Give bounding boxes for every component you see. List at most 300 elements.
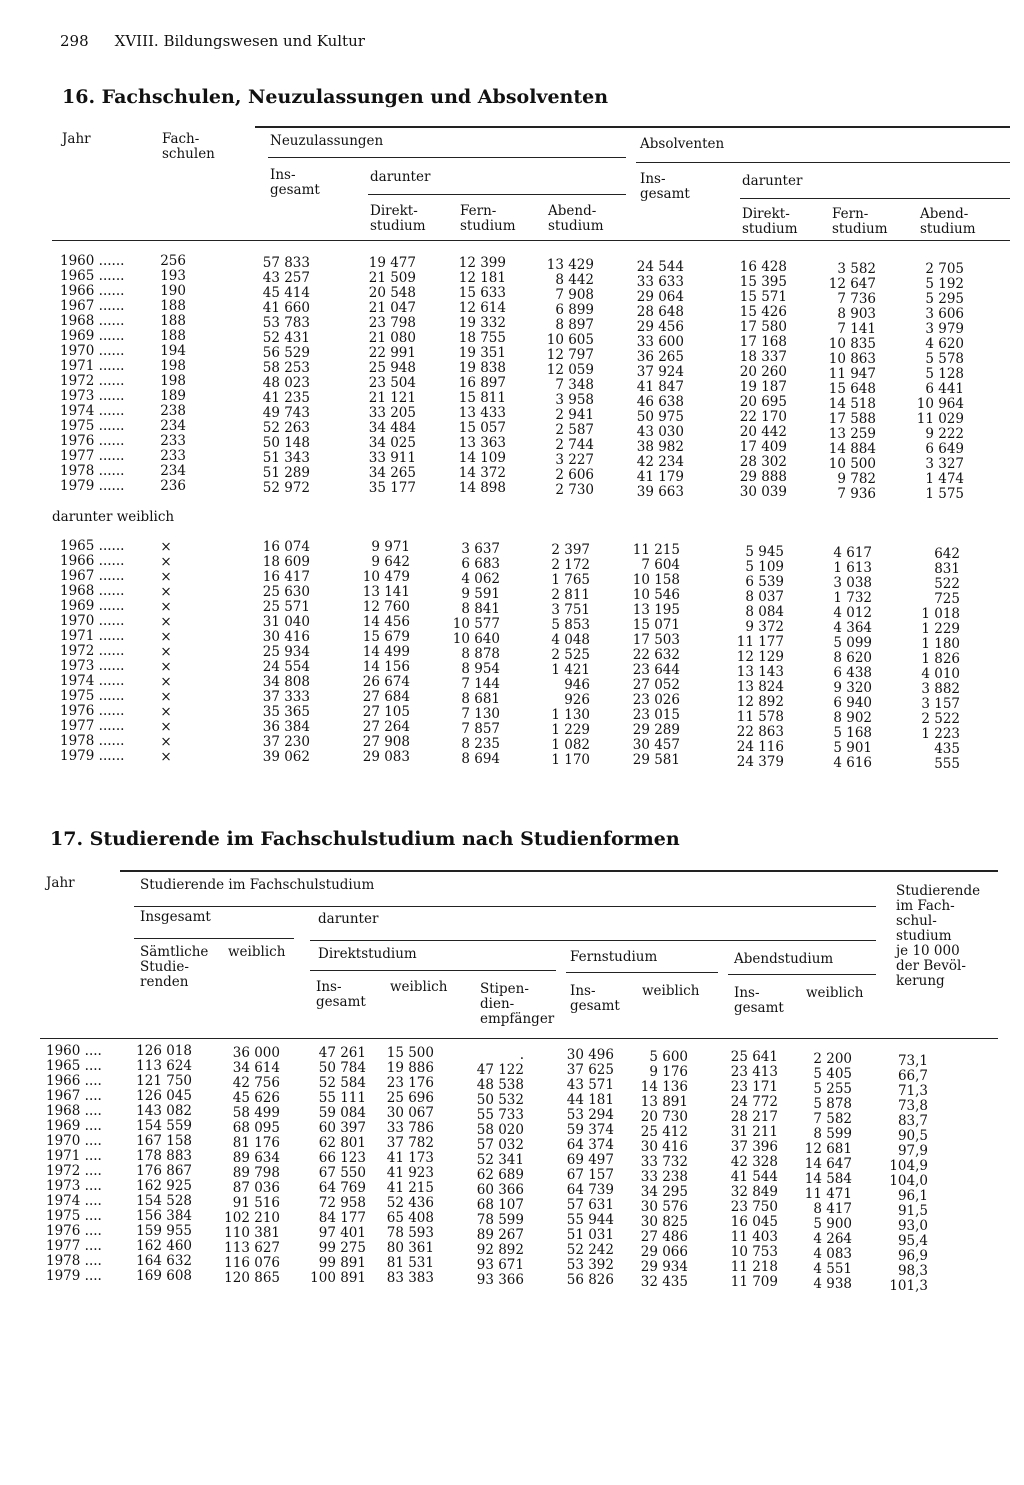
t16w-col-nz-fern-cell: 8 694 bbox=[461, 751, 500, 767]
t17-col-direkt-ins-cell: 59 084 bbox=[318, 1105, 366, 1121]
t17-col-abend-ins-cell: 32 849 bbox=[730, 1184, 778, 1200]
t17-col-weiblich-cell: 81 176 bbox=[232, 1135, 280, 1151]
t16w-col-nz-insgesamt-cell: 37 333 bbox=[262, 689, 310, 705]
t17-col-direkt-ins-cell: 97 401 bbox=[318, 1225, 366, 1241]
t16-col-ab-insgesamt-cell: 24 544 bbox=[636, 259, 684, 275]
t16-h-nz-fern: Fern- studium bbox=[460, 203, 516, 234]
t17-h-direktstudium: Direktstudium bbox=[318, 946, 417, 962]
t16-col-nz-insgesamt-cell: 58 253 bbox=[262, 360, 310, 376]
t17-col-abend-weibl-cell: 5 900 bbox=[813, 1216, 852, 1232]
t16-col-ab-fern-cell: 14 884 bbox=[828, 441, 876, 457]
t16-rule-nz-dar bbox=[368, 194, 626, 195]
t16w-col-nz-fern-cell: 8 841 bbox=[461, 601, 500, 617]
t17-col-abend-weibl-cell: 4 551 bbox=[813, 1261, 852, 1277]
t17-col-direkt-weibl-cell: 23 176 bbox=[386, 1075, 434, 1091]
t16-col-ab-abend-cell: 6 441 bbox=[925, 381, 964, 397]
t17-rule-direkt bbox=[310, 970, 556, 971]
t16w-col-year-cell: 1972 ...... bbox=[60, 643, 125, 659]
t16-col-nz-direkt-cell: 34 025 bbox=[368, 435, 416, 451]
t16w-col-fachschulen-cell: × bbox=[160, 584, 172, 600]
t16w-col-fachschulen-cell: × bbox=[160, 569, 172, 585]
t16-col-year-cell: 1970 ...... bbox=[60, 343, 125, 359]
t16w-col-nz-abend-cell: 1 082 bbox=[551, 737, 590, 753]
t16-h-ab-abend: Abend- studium bbox=[920, 206, 976, 237]
t16w-col-ab-insgesamt-cell: 11 215 bbox=[632, 542, 680, 558]
t16-col-ab-fern-cell: 9 782 bbox=[837, 471, 876, 487]
t17-h-abend-weibl: weiblich bbox=[806, 985, 864, 1001]
t17-col-direkt-weibl-cell: 37 782 bbox=[386, 1135, 434, 1151]
t17-col-direkt-weibl-cell: 81 531 bbox=[386, 1255, 434, 1271]
t16w-col-fachschulen-cell: × bbox=[160, 539, 172, 555]
t16w-col-ab-fern-cell: 4 364 bbox=[833, 620, 872, 636]
t16w-col-nz-direkt-cell: 27 105 bbox=[362, 704, 410, 720]
t16-col-nz-insgesamt-cell: 45 414 bbox=[262, 285, 310, 301]
t17-col-abend-weibl-cell: 5 255 bbox=[813, 1081, 852, 1097]
t16-col-year-cell: 1979 ...... bbox=[60, 478, 125, 494]
t16-col-fachschulen-cell: 188 bbox=[160, 313, 186, 329]
t17-col-abend-weibl-cell: 8 417 bbox=[813, 1201, 852, 1217]
t17-h-fern-weibl: weiblich bbox=[642, 983, 700, 999]
t16-col-ab-direkt-cell: 28 302 bbox=[739, 454, 787, 470]
t16-col-ab-insgesamt-cell: 39 663 bbox=[636, 484, 684, 500]
t17-col-saemtliche-cell: 126 018 bbox=[136, 1043, 192, 1059]
t16w-col-year-cell: 1976 ...... bbox=[60, 703, 125, 719]
t16-col-nz-insgesamt-cell: 56 529 bbox=[262, 345, 310, 361]
t17-col-direkt-weibl-cell: 41 173 bbox=[386, 1150, 434, 1166]
t17-col-saemtliche-cell: 159 955 bbox=[136, 1223, 192, 1239]
t16w-col-year-cell: 1966 ...... bbox=[60, 553, 125, 569]
t17-col-stipendien-cell: 57 032 bbox=[476, 1137, 524, 1153]
t16-col-ab-insgesamt-cell: 41 847 bbox=[636, 379, 684, 395]
t16-col-nz-abend-cell: 2 730 bbox=[555, 482, 594, 498]
t16-col-fachschulen-cell: 188 bbox=[160, 328, 186, 344]
t17-col-direkt-ins-cell: 100 891 bbox=[310, 1270, 366, 1286]
t17-col-fern-weibl-cell: 32 435 bbox=[640, 1274, 688, 1290]
t17-col-fern-ins-cell: 67 157 bbox=[566, 1167, 614, 1183]
t17-h-je10000: Studierende im Fach- schul- studium je 10 000 der Bevöl- kerung bbox=[896, 883, 981, 989]
t16w-col-nz-abend bbox=[530, 543, 590, 768]
t16-col-ab-direkt-cell: 20 442 bbox=[739, 424, 787, 440]
t16-col-nz-direkt-cell: 33 911 bbox=[368, 450, 416, 466]
t16w-col-ab-direkt-cell: 6 539 bbox=[745, 574, 784, 590]
t16w-col-nz-abend-cell: 1 421 bbox=[551, 662, 590, 678]
t16w-col-nz-insgesamt-cell: 31 040 bbox=[262, 614, 310, 630]
t17-col-abend-ins-cell: 31 211 bbox=[730, 1124, 778, 1140]
t16w-col-nz-abend-cell: 2 525 bbox=[551, 647, 590, 663]
t17-col-fern-weibl-cell: 33 238 bbox=[640, 1169, 688, 1185]
t16w-col-ab-fern-cell: 4 617 bbox=[833, 545, 872, 561]
t16w-col-fachschulen-cell: × bbox=[160, 749, 172, 765]
t16-col-year-cell: 1967 ...... bbox=[60, 298, 125, 314]
t16w-col-year-cell: 1975 ...... bbox=[60, 688, 125, 704]
t16-col-fachschulen bbox=[150, 254, 186, 494]
t16w-col-nz-abend-cell: 1 765 bbox=[551, 572, 590, 588]
t17-col-fern-ins-cell: 53 392 bbox=[566, 1257, 614, 1273]
t17-col-direkt-ins-cell: 62 801 bbox=[318, 1135, 366, 1151]
t17-col-saemtliche-cell: 154 559 bbox=[136, 1118, 192, 1134]
t16-col-nz-fern-cell: 14 898 bbox=[458, 480, 506, 496]
t16w-col-year-cell: 1978 ...... bbox=[60, 733, 125, 749]
t17-col-fern-weibl-cell: 33 732 bbox=[640, 1154, 688, 1170]
t16-col-nz-insgesamt-cell: 43 257 bbox=[262, 270, 310, 286]
t16w-col-ab-direkt-cell: 22 863 bbox=[736, 724, 784, 740]
t17-col-abend-weibl-cell: 7 582 bbox=[813, 1111, 852, 1127]
t16-col-nz-insgesamt-cell: 50 148 bbox=[262, 435, 310, 451]
t16w-col-nz-insgesamt-cell: 16 074 bbox=[262, 539, 310, 555]
t16w-col-ab-fern-cell: 4 012 bbox=[833, 605, 872, 621]
t17-col-year-cell: 1977 .... bbox=[46, 1238, 102, 1254]
t17-col-fern-ins-cell: 37 625 bbox=[566, 1062, 614, 1078]
t17-col-abend-weibl-cell: 14 584 bbox=[804, 1171, 852, 1187]
t16-col-fachschulen-cell: 238 bbox=[160, 403, 186, 419]
t17-h-fernstudium: Fernstudium bbox=[570, 949, 658, 965]
t16-h-ab-darunter: darunter bbox=[742, 173, 803, 189]
t17-col-stipendien-cell: 55 733 bbox=[476, 1107, 524, 1123]
t16-col-ab-direkt-cell: 18 337 bbox=[739, 349, 787, 365]
t16-col-nz-insgesamt-cell: 51 343 bbox=[262, 450, 310, 466]
t16w-col-ab-fern-cell: 3 038 bbox=[833, 575, 872, 591]
t16w-col-year-cell: 1968 ...... bbox=[60, 583, 125, 599]
t17-col-direkt-weibl-cell: 83 383 bbox=[386, 1270, 434, 1286]
t17-col-je10000-cell: 95,4 bbox=[897, 1233, 928, 1249]
t16-col-ab-insgesamt-cell: 50 975 bbox=[636, 409, 684, 425]
t16w-col-nz-direkt-cell: 9 971 bbox=[371, 539, 410, 555]
t16-col-nz-insgesamt-cell: 41 235 bbox=[262, 390, 310, 406]
t16w-col-ab-insgesamt-cell: 29 581 bbox=[632, 752, 680, 768]
t17-col-abend-weibl bbox=[790, 1052, 852, 1292]
t16w-col-fachschulen-cell: × bbox=[160, 629, 172, 645]
t17-col-saemtliche bbox=[130, 1044, 192, 1284]
t17-col-stipendien-cell: 52 341 bbox=[476, 1152, 524, 1168]
t16w-col-fachschulen-cell: × bbox=[160, 614, 172, 630]
t17-col-saemtliche-cell: 143 082 bbox=[136, 1103, 192, 1119]
t17-h-fern-ins: Ins- gesamt bbox=[570, 983, 620, 1014]
t16-col-ab-insgesamt-cell: 33 633 bbox=[636, 274, 684, 290]
t16-col-ab-direkt-cell: 20 695 bbox=[739, 394, 787, 410]
t16w-col-ab-direkt-cell: 12 892 bbox=[736, 694, 784, 710]
t17-col-stipendien-cell: 93 366 bbox=[476, 1272, 524, 1288]
t16w-col-ab-fern-cell: 8 902 bbox=[833, 710, 872, 726]
t16w-col-ab-insgesamt-cell: 27 052 bbox=[632, 677, 680, 693]
t16w-col-year-cell: 1967 ...... bbox=[60, 568, 125, 584]
t16-col-ab-fern-cell: 10 500 bbox=[828, 456, 876, 472]
t16-col-nz-direkt-cell: 25 948 bbox=[368, 360, 416, 376]
t16-col-nz-direkt-cell: 34 265 bbox=[368, 465, 416, 481]
t16-col-nz-abend-cell: 13 429 bbox=[546, 257, 594, 273]
t17-h-direkt-weibl: weiblich bbox=[390, 979, 448, 995]
t16w-col-nz-insgesamt-cell: 39 062 bbox=[262, 749, 310, 765]
t16w-col-nz-fern-cell: 7 857 bbox=[461, 721, 500, 737]
t17-col-stipendien-cell: 50 532 bbox=[476, 1092, 524, 1108]
t17-col-direkt-weibl-cell: 30 067 bbox=[386, 1105, 434, 1121]
t16w-col-nz-abend-cell: 4 048 bbox=[551, 632, 590, 648]
t17-col-fern-ins-cell: 30 496 bbox=[566, 1047, 614, 1063]
t17-col-saemtliche-cell: 178 883 bbox=[136, 1148, 192, 1164]
t17-col-direkt-ins-cell: 72 958 bbox=[318, 1195, 366, 1211]
t16w-col-ab-abend-cell: 2 522 bbox=[921, 711, 960, 727]
t16-col-nz-insgesamt bbox=[250, 256, 310, 496]
t17-col-stipendien-cell: 89 267 bbox=[476, 1227, 524, 1243]
t16-col-year bbox=[60, 254, 155, 494]
t16-weiblich-label: darunter weiblich bbox=[52, 509, 175, 525]
t17-col-direkt-ins-cell: 67 550 bbox=[318, 1165, 366, 1181]
t16-col-ab-insgesamt-cell: 36 265 bbox=[636, 349, 684, 365]
t16-col-fachschulen-cell: 198 bbox=[160, 358, 186, 374]
t16w-col-ab-abend-cell: 1 018 bbox=[921, 606, 960, 622]
t16-col-ab-direkt-cell: 19 187 bbox=[739, 379, 787, 395]
t16-col-nz-insgesamt-cell: 49 743 bbox=[262, 405, 310, 421]
t17-col-weiblich-cell: 58 499 bbox=[232, 1105, 280, 1121]
t16w-col-ab-fern-cell: 6 940 bbox=[833, 695, 872, 711]
t16-col-ab-insgesamt bbox=[624, 260, 684, 500]
t16-col-ab-fern-cell: 15 648 bbox=[828, 381, 876, 397]
t16-col-ab-direkt-cell: 17 168 bbox=[739, 334, 787, 350]
t17-col-direkt-weibl-cell: 41 215 bbox=[386, 1180, 434, 1196]
t16w-col-year-cell: 1974 ...... bbox=[60, 673, 125, 689]
t17-col-je10000-cell: 93,0 bbox=[897, 1218, 928, 1234]
t16w-col-nz-fern-cell: 8 235 bbox=[461, 736, 500, 752]
page-header bbox=[60, 32, 391, 50]
t16-col-nz-insgesamt-cell: 57 833 bbox=[262, 255, 310, 271]
table17-title: 17. Studierende im Fachschulstudium nach Studienformen bbox=[50, 828, 680, 850]
t16w-col-fachschulen-cell: × bbox=[160, 689, 172, 705]
t17-col-year-cell: 1960 .... bbox=[46, 1043, 102, 1059]
t17-col-year-cell: 1967 .... bbox=[46, 1088, 102, 1104]
t17-col-direkt-weibl-cell: 52 436 bbox=[386, 1195, 434, 1211]
t17-col-fern-weibl-cell: 5 600 bbox=[649, 1049, 688, 1065]
t16w-col-nz-insgesamt-cell: 25 630 bbox=[262, 584, 310, 600]
t17-col-weiblich-cell: 34 614 bbox=[232, 1060, 280, 1076]
t16-col-fachschulen-cell: 193 bbox=[160, 268, 186, 284]
t17-col-fern-weibl bbox=[626, 1050, 688, 1290]
t16w-col-nz-direkt-cell: 14 156 bbox=[362, 659, 410, 675]
t16-col-ab-abend-cell: 3 606 bbox=[925, 306, 964, 322]
t17-h-studierende: Studierende im Fachschulstudium bbox=[140, 877, 375, 893]
t16-col-fachschulen-cell: 234 bbox=[160, 463, 186, 479]
t16w-col-ab-insgesamt-cell: 30 457 bbox=[632, 737, 680, 753]
t16w-col-ab-insgesamt-cell: 23 644 bbox=[632, 662, 680, 678]
t17-col-saemtliche-cell: 162 925 bbox=[136, 1178, 192, 1194]
t17-col-je10000-cell: 98,3 bbox=[897, 1263, 928, 1279]
t17-col-weiblich-cell: 102 210 bbox=[224, 1210, 280, 1226]
t16-col-ab-fern-cell: 8 903 bbox=[837, 306, 876, 322]
t16w-col-nz-fern-cell: 10 577 bbox=[452, 616, 500, 632]
t16w-col-nz-direkt-cell: 27 264 bbox=[362, 719, 410, 735]
t17-col-abend-ins-cell: 25 641 bbox=[730, 1049, 778, 1065]
t17-col-abend-ins-cell: 24 772 bbox=[730, 1094, 778, 1110]
t17-col-year-cell: 1978 .... bbox=[46, 1253, 102, 1269]
t16-col-ab-fern-cell: 7 141 bbox=[837, 321, 876, 337]
t16-col-nz-insgesamt-cell: 48 023 bbox=[262, 375, 310, 391]
t16w-col-nz-fern bbox=[440, 542, 500, 767]
t16w-col-ab-direkt-cell: 11 578 bbox=[736, 709, 784, 725]
t17-col-year-cell: 1970 .... bbox=[46, 1133, 102, 1149]
t16-col-fachschulen-cell: 233 bbox=[160, 448, 186, 464]
t16-col-year-cell: 1973 ...... bbox=[60, 388, 125, 404]
t17-col-direkt-ins-cell: 50 784 bbox=[318, 1060, 366, 1076]
t16w-col-nz-fern-cell: 8 878 bbox=[461, 646, 500, 662]
t16-col-nz-abend-cell: 3 958 bbox=[555, 392, 594, 408]
t17-col-abend-ins bbox=[716, 1050, 778, 1290]
t16w-col-ab-abend-cell: 1 180 bbox=[921, 636, 960, 652]
t17-col-direkt-weibl-cell: 33 786 bbox=[386, 1120, 434, 1136]
t17-col-weiblich-cell: 42 756 bbox=[232, 1075, 280, 1091]
t17-col-fern-ins-cell: 51 031 bbox=[566, 1227, 614, 1243]
t16-col-year-cell: 1965 ...... bbox=[60, 268, 125, 284]
t16-col-nz-abend-cell: 8 897 bbox=[555, 317, 594, 333]
t16w-col-year-cell: 1979 ...... bbox=[60, 748, 125, 764]
t16-col-ab-fern-cell: 17 588 bbox=[828, 411, 876, 427]
t16w-col-nz-abend-cell: 1 170 bbox=[551, 752, 590, 768]
t17-col-weiblich-cell: 116 076 bbox=[224, 1255, 280, 1271]
t16w-col-ab-fern-cell: 6 438 bbox=[833, 665, 872, 681]
t17-col-abend-weibl-cell: 14 647 bbox=[804, 1156, 852, 1172]
t16w-col-nz-insgesamt-cell: 34 808 bbox=[262, 674, 310, 690]
t16w-col-ab-direkt-cell: 5 109 bbox=[745, 559, 784, 575]
t16w-col-ab-insgesamt-cell: 7 604 bbox=[641, 557, 680, 573]
t16-col-ab-abend-cell: 1 474 bbox=[925, 471, 964, 487]
t16w-col-nz-insgesamt bbox=[250, 540, 310, 765]
t16w-col-nz-fern-cell: 7 130 bbox=[461, 706, 500, 722]
t17-h-saemtliche: Sämtliche Studie- renden bbox=[140, 944, 209, 990]
t16w-col-fachschulen-cell: × bbox=[160, 674, 172, 690]
t16-col-nz-direkt-cell: 33 205 bbox=[368, 405, 416, 421]
t16-col-ab-abend-cell: 10 964 bbox=[916, 396, 964, 412]
t16-col-nz-abend-cell: 10 605 bbox=[546, 332, 594, 348]
t16-col-ab-insgesamt-cell: 28 648 bbox=[636, 304, 684, 320]
t16-h-nz-darunter: darunter bbox=[370, 169, 431, 185]
t16-col-ab-fern-cell: 14 518 bbox=[828, 396, 876, 412]
t16w-col-nz-insgesamt-cell: 24 554 bbox=[262, 659, 310, 675]
t17-col-fern-ins-cell: 43 571 bbox=[566, 1077, 614, 1093]
t16w-col-ab-abend-cell: 435 bbox=[934, 741, 960, 757]
t16w-col-year-cell: 1971 ...... bbox=[60, 628, 125, 644]
t16w-col-fachschulen-cell: × bbox=[160, 644, 172, 660]
t17-col-abend-ins-cell: 11 218 bbox=[730, 1259, 778, 1275]
t16w-col-nz-insgesamt-cell: 35 365 bbox=[262, 704, 310, 720]
t16-col-nz-direkt-cell: 23 798 bbox=[368, 315, 416, 331]
t16w-col-ab-insgesamt-cell: 17 503 bbox=[632, 632, 680, 648]
t16-col-nz-direkt-cell: 19 477 bbox=[368, 255, 416, 271]
t17-col-fern-weibl-cell: 13 891 bbox=[640, 1094, 688, 1110]
t17-header-bottom-rule bbox=[40, 1038, 998, 1039]
t17-h-weiblich: weiblich bbox=[228, 944, 286, 960]
t16w-col-ab-direkt-cell: 24 116 bbox=[736, 739, 784, 755]
t17-col-direkt-ins-cell: 55 111 bbox=[318, 1090, 366, 1106]
t16-col-ab-direkt-cell: 22 170 bbox=[739, 409, 787, 425]
t16w-col-nz-direkt-cell: 13 141 bbox=[362, 584, 410, 600]
t16w-col-nz-abend-cell: 2 811 bbox=[551, 587, 590, 603]
t16w-col-ab-direkt-cell: 13 824 bbox=[736, 679, 784, 695]
t17-col-abend-weibl-cell: 4 938 bbox=[813, 1276, 852, 1292]
t17-col-direkt-ins-cell: 52 584 bbox=[318, 1075, 366, 1091]
t16w-col-fachschulen-cell: × bbox=[160, 734, 172, 750]
t16w-col-ab-abend-cell: 3 882 bbox=[921, 681, 960, 697]
t16-col-nz-fern-cell: 19 332 bbox=[458, 315, 506, 331]
t16-col-ab-abend-cell: 11 029 bbox=[916, 411, 964, 427]
t16-h-ab-direkt: Direkt- studium bbox=[742, 206, 798, 237]
t17-col-fern-ins-cell: 55 944 bbox=[566, 1212, 614, 1228]
t16-col-ab-abend-cell: 4 620 bbox=[925, 336, 964, 352]
t16-col-year-cell: 1978 ...... bbox=[60, 463, 125, 479]
t17-col-fern-ins-cell: 44 181 bbox=[566, 1092, 614, 1108]
t16-col-ab-fern-cell: 7 936 bbox=[837, 486, 876, 502]
t16-col-nz-direkt-cell: 23 504 bbox=[368, 375, 416, 391]
t16-col-ab-insgesamt-cell: 46 638 bbox=[636, 394, 684, 410]
t17-col-fern-weibl-cell: 30 825 bbox=[640, 1214, 688, 1230]
t17-h-direkt-ins: Ins- gesamt bbox=[316, 979, 366, 1010]
t16-col-nz-direkt-cell: 22 991 bbox=[368, 345, 416, 361]
t16-col-nz-abend-cell: 2 587 bbox=[555, 422, 594, 438]
t17-col-direkt-ins-cell: 84 177 bbox=[318, 1210, 366, 1226]
t16-col-ab-fern-cell: 10 863 bbox=[828, 351, 876, 367]
t16w-col-fachschulen-cell: × bbox=[160, 704, 172, 720]
t17-rule-studierende bbox=[134, 906, 876, 907]
t16-col-ab-abend-cell: 5 128 bbox=[925, 366, 964, 382]
t16-col-nz-fern-cell: 12 614 bbox=[458, 300, 506, 316]
t17-h-abendstudium: Abendstudium bbox=[734, 951, 834, 967]
t16w-col-fachschulen-cell: × bbox=[160, 719, 172, 735]
t16w-col-ab-fern-cell: 9 320 bbox=[833, 680, 872, 696]
t16w-col-ab-direkt-cell: 5 945 bbox=[745, 544, 784, 560]
t17-col-weiblich-cell: 45 626 bbox=[232, 1090, 280, 1106]
t16-col-ab-fern-cell: 12 647 bbox=[828, 276, 876, 292]
t16w-col-ab-direkt-cell: 8 037 bbox=[745, 589, 784, 605]
t16w-col-nz-fern-cell: 8 954 bbox=[461, 661, 500, 677]
t17-rule-insgesamt bbox=[134, 938, 294, 939]
t16w-col-nz-direkt-cell: 27 684 bbox=[362, 689, 410, 705]
t16-col-year-cell: 1977 ...... bbox=[60, 448, 125, 464]
t16-col-nz-insgesamt-cell: 51 289 bbox=[262, 465, 310, 481]
t17-col-je10000-cell: 101,3 bbox=[889, 1278, 928, 1294]
t16-col-nz-insgesamt-cell: 41 660 bbox=[262, 300, 310, 316]
t17-col-saemtliche-cell: 164 632 bbox=[136, 1253, 192, 1269]
t16-col-ab-direkt-cell: 30 039 bbox=[739, 484, 787, 500]
t16w-col-ab-direkt-cell: 13 143 bbox=[736, 664, 784, 680]
t17-col-abend-weibl-cell: 4 083 bbox=[813, 1246, 852, 1262]
t16w-col-nz-fern-cell: 7 144 bbox=[461, 676, 500, 692]
t16w-col-nz-abend-cell: 926 bbox=[564, 692, 590, 708]
t16w-col-nz-direkt-cell: 26 674 bbox=[362, 674, 410, 690]
t16-col-nz-insgesamt-cell: 52 972 bbox=[262, 480, 310, 496]
t17-col-saemtliche-cell: 176 867 bbox=[136, 1163, 192, 1179]
t16-col-ab-direkt-cell: 29 888 bbox=[739, 469, 787, 485]
t16w-col-nz-fern-cell: 10 640 bbox=[452, 631, 500, 647]
t17-col-fern-ins-cell: 59 374 bbox=[566, 1122, 614, 1138]
t16w-col-nz-abend-cell: 2 397 bbox=[551, 542, 590, 558]
t16-col-ab-insgesamt-cell: 38 982 bbox=[636, 439, 684, 455]
t16w-col-ab-abend-cell: 831 bbox=[934, 561, 960, 577]
t17-col-fern-ins-cell: 69 497 bbox=[566, 1152, 614, 1168]
t16w-col-nz-direkt-cell: 27 908 bbox=[362, 734, 410, 750]
t16w-col-ab-direkt-cell: 24 379 bbox=[736, 754, 784, 770]
t16-col-ab-abend-cell: 9 222 bbox=[925, 426, 964, 442]
t17-col-stipendien-cell: 62 689 bbox=[476, 1167, 524, 1183]
t17-col-year-cell: 1965 .... bbox=[46, 1058, 102, 1074]
t16w-col-ab-abend-cell: 555 bbox=[934, 756, 960, 772]
t16-col-year-cell: 1971 ...... bbox=[60, 358, 125, 374]
t16-col-ab-insgesamt-cell: 29 064 bbox=[636, 289, 684, 305]
t16-col-ab-abend-cell: 6 649 bbox=[925, 441, 964, 457]
t16-rule-ab bbox=[636, 162, 1010, 163]
t17-col-weiblich-cell: 89 798 bbox=[232, 1165, 280, 1181]
t16-col-nz-fern-cell: 13 363 bbox=[458, 435, 506, 451]
t16w-col-ab-abend-cell: 522 bbox=[934, 576, 960, 592]
t17-col-je10000-cell: 66,7 bbox=[897, 1068, 928, 1084]
t17-col-direkt-ins-cell: 47 261 bbox=[318, 1045, 366, 1061]
t16-col-nz-abend-cell: 3 227 bbox=[555, 452, 594, 468]
t16w-col-ab-fern-cell: 1 732 bbox=[833, 590, 872, 606]
